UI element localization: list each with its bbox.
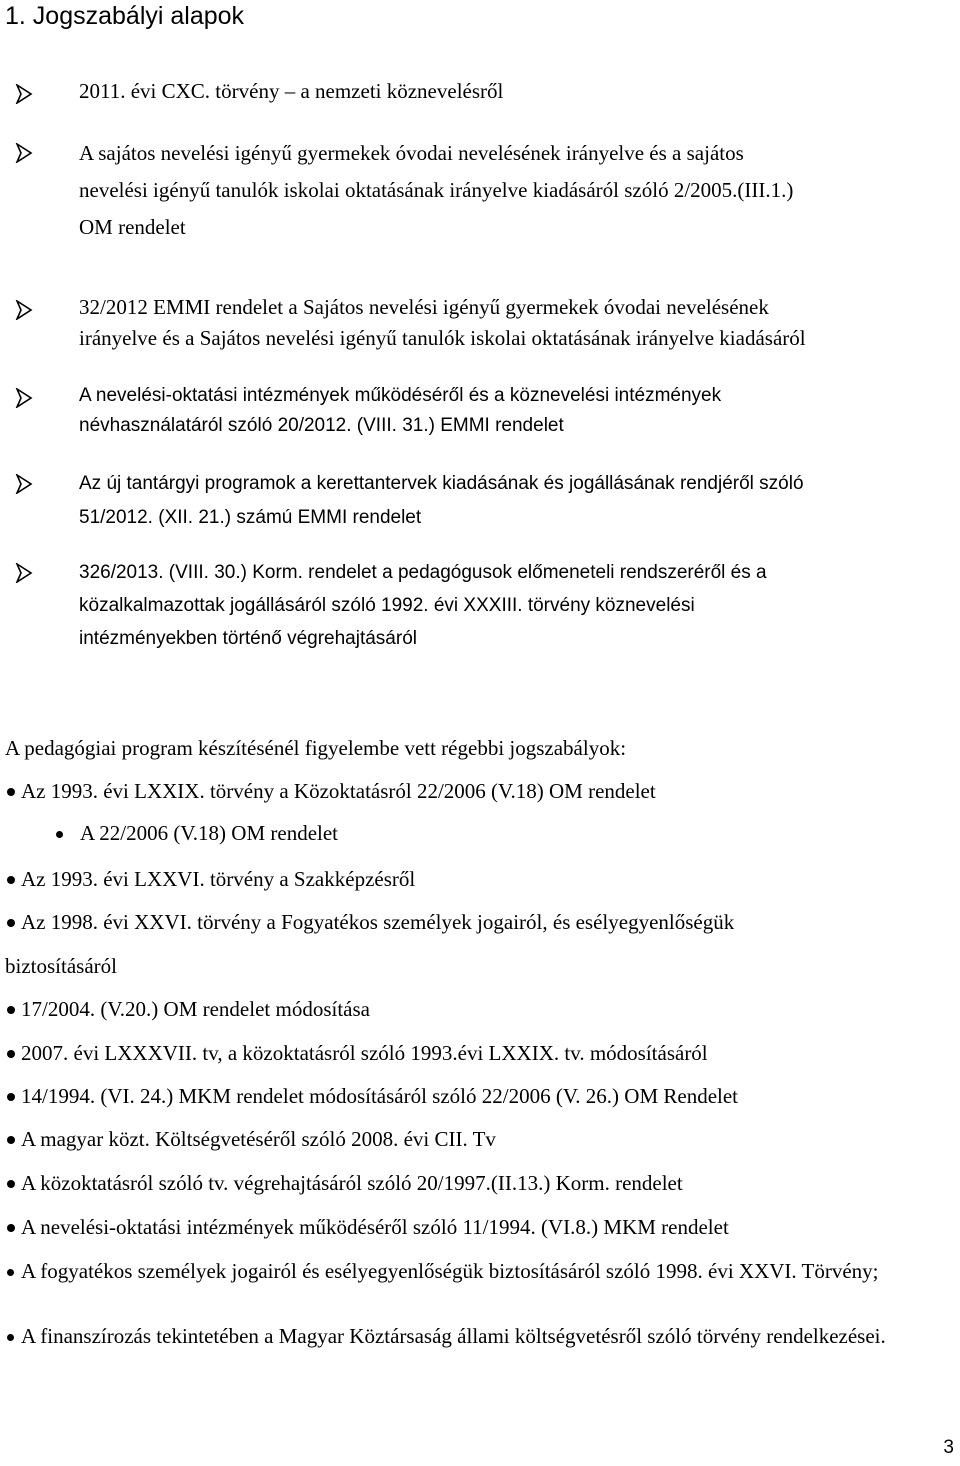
bullet-list-item-text: A közoktatásról szóló tv. végrehajtásáról szóló 20/1997.(II.13.) Korm. rendelet	[21, 1171, 683, 1195]
bullet-list-item-text: 17/2004. (V.20.) OM rendelet módosítása	[21, 997, 370, 1021]
page-number: 3	[943, 1437, 954, 1458]
bullet-list-item-text: Az 1993. évi LXXIX. törvény a Közoktatásról 22/2006 (V.18) OM rendelet	[21, 779, 656, 803]
text-line: OM rendelet	[79, 215, 186, 239]
bullet-list-item-text: Az 1993. évi LXXVI. törvény a Szakképzésről	[21, 867, 416, 891]
arrow-bullet-icon	[15, 563, 33, 583]
bullet-list-item-text: A fogyatékos személyek jogairól és esélyegyenlőségük biztosításáról szóló 1998. évi XXVI. Törvény;	[21, 1259, 879, 1283]
arrow-bullet-icon	[15, 474, 33, 494]
bullet-dot-icon	[7, 1269, 14, 1276]
bullet-dot-icon	[7, 1334, 14, 1341]
bullet-list-item-text: Az 1998. évi XXVI. törvény a Fogyatékos személyek jogairól, és esélyegyenlőségük	[21, 910, 735, 934]
bullet-list-item-continuation: biztosításáról	[5, 954, 117, 978]
arrow-list-item-text	[79, 135, 939, 246]
text-line: irányelve és a Sajátos nevelési igényű tanulók iskolai oktatásának irányelve kiadásáról	[79, 326, 806, 350]
bullet-list-item-text: A 22/2006 (V.18) OM rendelet	[80, 821, 338, 845]
text-line: 2011. évi CXC. törvény – a nemzeti köznevelésről	[79, 79, 504, 103]
arrow-list-item-text	[79, 292, 939, 354]
arrow-list-item-text	[79, 76, 939, 106]
bullet-dot-icon	[7, 1006, 15, 1014]
older-laws-intro: A pedagógiai program készítésénél figyelembe vett régebbi jogszabályok:	[5, 736, 627, 760]
bullet-list-item-text: A nevelési-oktatási intézmények működéséről szóló 11/1994. (VI.8.) MKM rendelet	[21, 1215, 729, 1239]
text-line: A nevelési-oktatási intézmények működéséről és a köznevelési intézmények	[79, 385, 722, 406]
text-line: Az új tantárgyi programok a kerettantervek kiadásának és jogállásának rendjéről szóló	[79, 473, 804, 494]
arrow-list-item-text	[79, 556, 939, 655]
bullet-dot-icon	[56, 831, 63, 838]
bullet-dot-icon	[7, 876, 15, 884]
bullet-list-item-text: A finanszírozás tekintetében a Magyar Köztársaság állami költségvetésről szóló törvény rendelkezései.	[21, 1324, 886, 1348]
text-line: 32/2012 EMMI rendelet a Sajátos nevelési igényű gyermekek óvodai nevelésének	[79, 295, 769, 319]
text-line: névhasználatáról szóló 20/2012. (VIII. 31.) EMMI rendelet	[79, 415, 564, 436]
text-line: közalkalmazottak jogállásáról szóló 1992. évi XXXIII. törvény köznevelési	[79, 595, 695, 616]
bullet-list-item-text: A magyar közt. Költségvetéséről szóló 2008. évi CII. Tv	[21, 1127, 496, 1151]
bullet-dot-icon	[7, 919, 15, 927]
arrow-list-item-text	[79, 467, 939, 535]
text-line: intézményekben történő végrehajtásáról	[79, 628, 417, 649]
text-line: nevelési igényű tanulók iskolai oktatásának irányelve kiadásáról szóló 2/2005.(III.1.)	[79, 178, 794, 202]
bullet-dot-icon	[7, 1180, 15, 1188]
bullet-dot-icon	[7, 788, 15, 796]
arrow-bullet-icon	[15, 388, 33, 408]
bullet-dot-icon	[7, 1136, 15, 1144]
bullet-dot-icon	[7, 1050, 15, 1058]
bullet-list-item-text: 2007. évi LXXXVII. tv, a közoktatásról szóló 1993.évi LXXIX. tv. módosításáról	[21, 1041, 708, 1065]
arrow-bullet-icon	[15, 84, 33, 104]
text-line: 51/2012. (XII. 21.) számú EMMI rendelet	[79, 507, 422, 528]
section-heading: 1. Jogszabályi alapok	[5, 2, 245, 30]
bullet-list-item-text: 14/1994. (VI. 24.) MKM rendelet módosításáról szóló 22/2006 (V. 26.) OM Rendelet	[21, 1084, 739, 1108]
text-line: 326/2013. (VIII. 30.) Korm. rendelet a pedagógusok előmeneteli rendszeréről és a	[79, 562, 767, 583]
text-line: A sajátos nevelési igényű gyermekek óvodai nevelésének irányelve és a sajátos	[79, 141, 744, 165]
arrow-bullet-icon	[15, 300, 33, 320]
arrow-list-item-text	[79, 381, 939, 441]
bullet-dot-icon	[7, 1093, 15, 1101]
arrow-bullet-icon	[15, 143, 33, 163]
bullet-dot-icon	[7, 1224, 15, 1232]
